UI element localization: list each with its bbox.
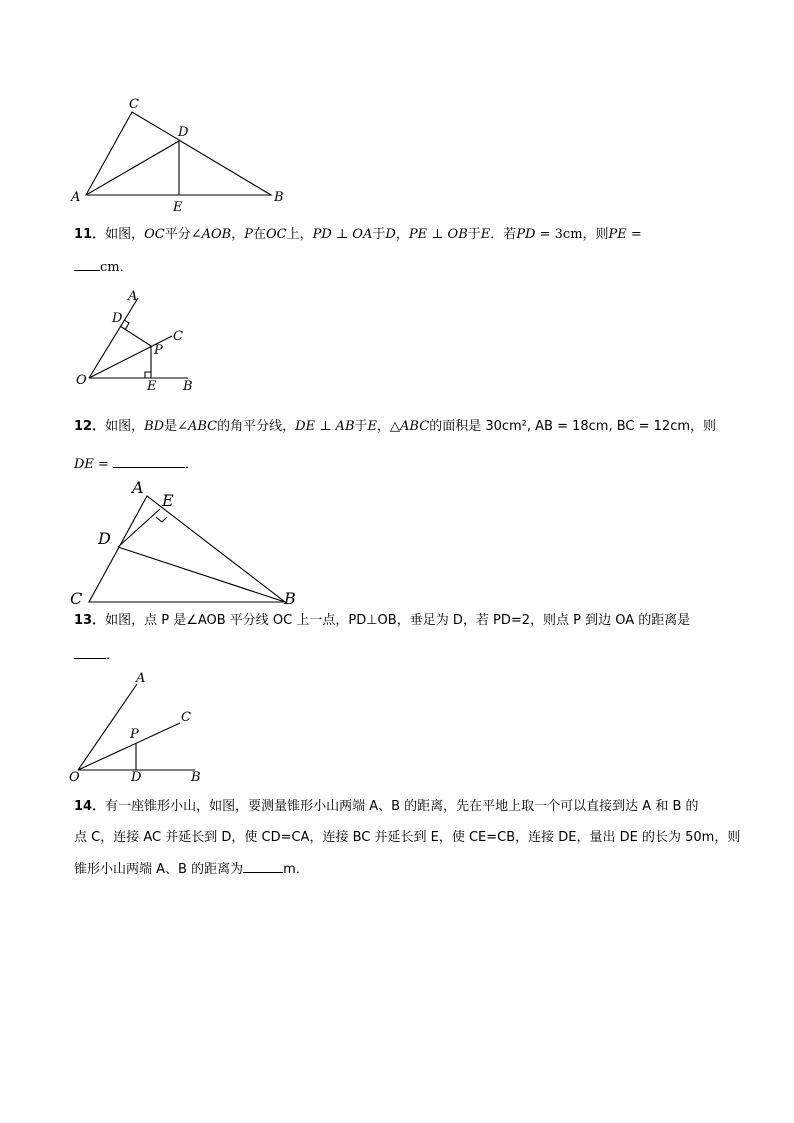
- q11-math: OC: [144, 227, 165, 242]
- q11-math: D: [385, 227, 396, 242]
- label-p: P: [130, 727, 139, 742]
- triangle-abc: [89, 496, 285, 602]
- label-d: D: [112, 311, 123, 326]
- q11-math: PE ⊥ OB: [408, 227, 468, 242]
- q12-text: =: [93, 457, 109, 472]
- label-o: O: [76, 373, 87, 388]
- segment-pd: [120, 326, 151, 346]
- label-o: O: [69, 770, 80, 785]
- question-12: [74, 418, 716, 436]
- label-d: D: [98, 529, 111, 548]
- question-11-answer-line: [74, 258, 133, 277]
- label-e: E: [173, 200, 183, 215]
- label-c: C: [129, 97, 139, 112]
- q12-text: 于: [354, 419, 368, 434]
- q11-text: 于: [467, 227, 481, 242]
- ray-oa: [78, 684, 137, 770]
- q12-text: ，: [377, 419, 391, 434]
- q11-text: 于: [372, 227, 386, 242]
- q12-math: △ABC: [390, 419, 430, 434]
- answer-blank[interactable]: [74, 258, 100, 271]
- q11-unit: cm．: [100, 260, 133, 275]
- label-c: C: [181, 710, 191, 725]
- q11-math: PE: [608, 227, 627, 242]
- ray-oc: [78, 723, 180, 770]
- q11-math: ∠AOB: [190, 227, 232, 242]
- label-b: B: [183, 379, 193, 394]
- label-e: E: [147, 379, 157, 394]
- q12-text: 的角平分线，: [217, 419, 296, 434]
- q12-math: DE ⊥ AB: [295, 419, 355, 434]
- q11-text: ，: [231, 227, 245, 242]
- q12-text: ．: [184, 457, 198, 472]
- question-number: 14．: [74, 799, 106, 814]
- q13-text: ．: [106, 648, 120, 663]
- question-number: 12．: [74, 419, 106, 434]
- question-12-answer-line: [74, 455, 198, 474]
- answer-blank[interactable]: [113, 455, 185, 468]
- label-b: B: [191, 770, 201, 785]
- q14-text-line-3: 锥形小山两端 A、B 的距离为: [74, 862, 244, 877]
- segment-bd: [118, 547, 285, 602]
- q11-math: OC: [266, 227, 287, 242]
- label-b: B: [274, 190, 284, 205]
- label-c: C: [70, 589, 83, 608]
- q11-math: P: [244, 227, 253, 242]
- question-14-line-3: [74, 860, 309, 879]
- label-d: D: [131, 770, 142, 785]
- answer-blank[interactable]: [243, 860, 283, 873]
- q11-text: 在: [253, 227, 267, 242]
- question-number: 13．: [74, 613, 106, 628]
- question-11: [74, 226, 642, 244]
- q14-text-line-2: 点 C，连接 AC 并延长到 D，使 CD=CA，连接 BC 并延长到 E，使 CE=CB，连接 DE，量出 DE 的长为 50m，则: [74, 830, 741, 845]
- q11-text: = 3cm，则: [535, 227, 609, 242]
- q12-math: DE: [74, 457, 94, 472]
- q11-text: ．若: [490, 227, 517, 242]
- label-d: D: [178, 125, 189, 140]
- question-13-answer-line: [74, 646, 119, 665]
- question-14-line-2: [74, 829, 740, 847]
- q11-text: 上，: [286, 227, 313, 242]
- figure-triangle-abc-de: [60, 90, 300, 215]
- q11-math: PD ⊥ OA: [312, 227, 373, 242]
- q12-text: 是: [164, 419, 178, 434]
- figure-angle-bisector-oc: [70, 288, 210, 394]
- label-b: B: [284, 589, 296, 608]
- q12-math: BD: [144, 419, 165, 434]
- q11-text: 平分: [164, 227, 191, 242]
- q12-math: ∠ABC: [177, 419, 218, 434]
- answer-blank[interactable]: [74, 646, 106, 659]
- label-a: A: [132, 478, 144, 497]
- q13-text: 如图，点 P 是∠AOB 平分线 OC 上一点，PD⊥OB，垂足为 D，若 PD=2，则点 P 到边 OA 的距离是: [105, 613, 691, 628]
- right-angle-mark-e: [156, 517, 167, 522]
- label-a: A: [128, 289, 138, 304]
- q11-text: 如图，: [105, 227, 145, 242]
- label-p: P: [154, 343, 163, 358]
- label-a: A: [71, 190, 81, 205]
- q12-text: 的面积是 30cm², AB = 18cm, BC = 12cm，则: [429, 419, 717, 434]
- question-13: [74, 612, 690, 630]
- segment-ad: [86, 141, 179, 195]
- figure-angle-aob-point-p: [65, 668, 215, 786]
- label-a: A: [136, 671, 146, 686]
- q12-text: 如图，: [105, 419, 145, 434]
- q12-math: E: [367, 419, 378, 434]
- q11-math: PD: [516, 227, 536, 242]
- q11-math: E: [480, 227, 491, 242]
- label-e: E: [162, 491, 174, 510]
- label-c: C: [173, 329, 183, 344]
- segment-de: [118, 509, 160, 547]
- q11-text: =: [626, 227, 642, 242]
- q11-text: ，: [395, 227, 409, 242]
- figure-triangle-bisector-bd: [65, 476, 310, 608]
- question-14: [74, 798, 699, 816]
- right-angle-mark-e: [145, 372, 151, 378]
- q14-unit: m．: [283, 862, 309, 877]
- question-number: 11．: [74, 227, 106, 242]
- q14-text-line-1: 有一座锥形小山，如图，要测量锥形小山两端 A、B 的距离，先在平地上取一个可以直接到达 A 和 B 的: [105, 799, 699, 814]
